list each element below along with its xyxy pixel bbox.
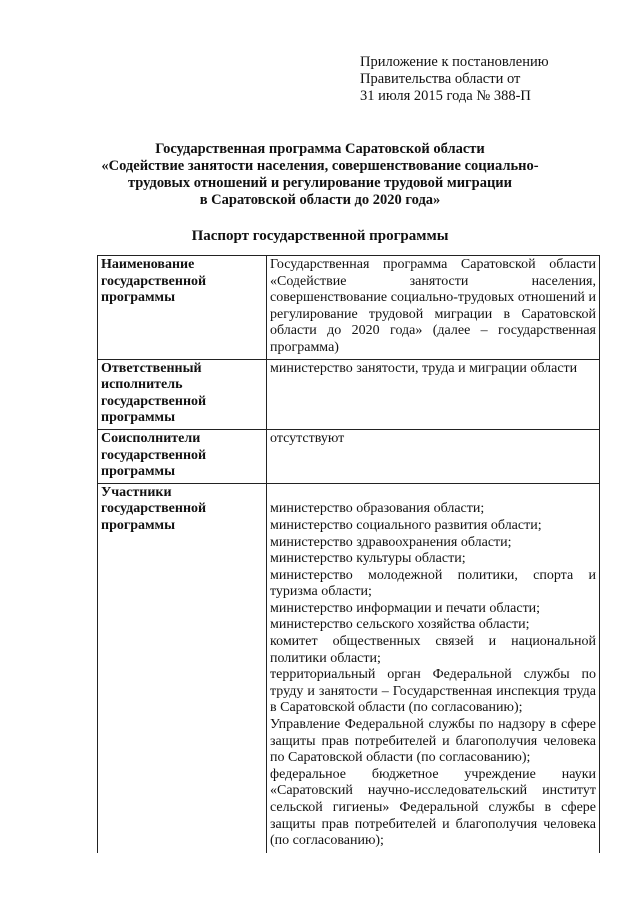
row-label: Ответственный исполнитель государственной программы (98, 359, 267, 429)
row-value: Государственная программа Саратовской области «Содействие занятости населения, совершенствование социально-трудовых отношений и регулирование трудовой миграции в Саратовской области до 2020 года» (далее – государственная программа) (267, 256, 600, 360)
row-value: министерство образования области; министерство социального развития области; министерство здравоохранения области; министерство культуры области; министерство молодежной политики, спорта и туризма области; министерство информации и печати области; министерство сельского хозяйства области; комитет общественных связей и национальной политики области; территориальный орган Федеральной службы по труду и занятости – Государственная инспекция труда в Саратовской области (по согласованию); Управление Федеральной службы по надзору в сфере защиты прав потребителей и благополучия человека по Саратовской области (по согласованию); федеральное бюджетное учреждение науки «Саратовский научно-исследовательский институт сельской гигиены» Федеральной службы в сфере защиты прав потребителей и благополучия человека (по согласованию); (267, 483, 600, 853)
appendix-line: Правительства области от (360, 71, 521, 87)
title-line: в Саратовской области до 2020 года» (199, 192, 441, 208)
passport-table (97, 255, 600, 853)
row-label: Соисполнители государственной программы (98, 429, 267, 483)
title-line: «Содействие занятости населения, совершенствование социально- (101, 158, 539, 174)
table-row (98, 256, 600, 360)
appendix-line: Приложение к постановлению (360, 54, 549, 70)
title-line: трудовых отношений и регулирование трудовой миграции (127, 175, 513, 191)
appendix-note (360, 54, 549, 105)
row-value: министерство занятости, труда и миграции области (267, 359, 600, 429)
title-line: Государственная программа Саратовской области (155, 141, 485, 157)
row-label: Наименование государственной программы (98, 256, 267, 360)
row-value: отсутствуют (267, 429, 600, 483)
passport-heading: Паспорт государственной программы (191, 228, 449, 244)
table-row (98, 483, 600, 853)
program-title (0, 141, 640, 209)
appendix-line: 31 июля 2015 года № 388-П (360, 88, 531, 104)
row-label: Участники государственной программы (98, 483, 267, 853)
table-row (98, 429, 600, 483)
table-row (98, 359, 600, 429)
